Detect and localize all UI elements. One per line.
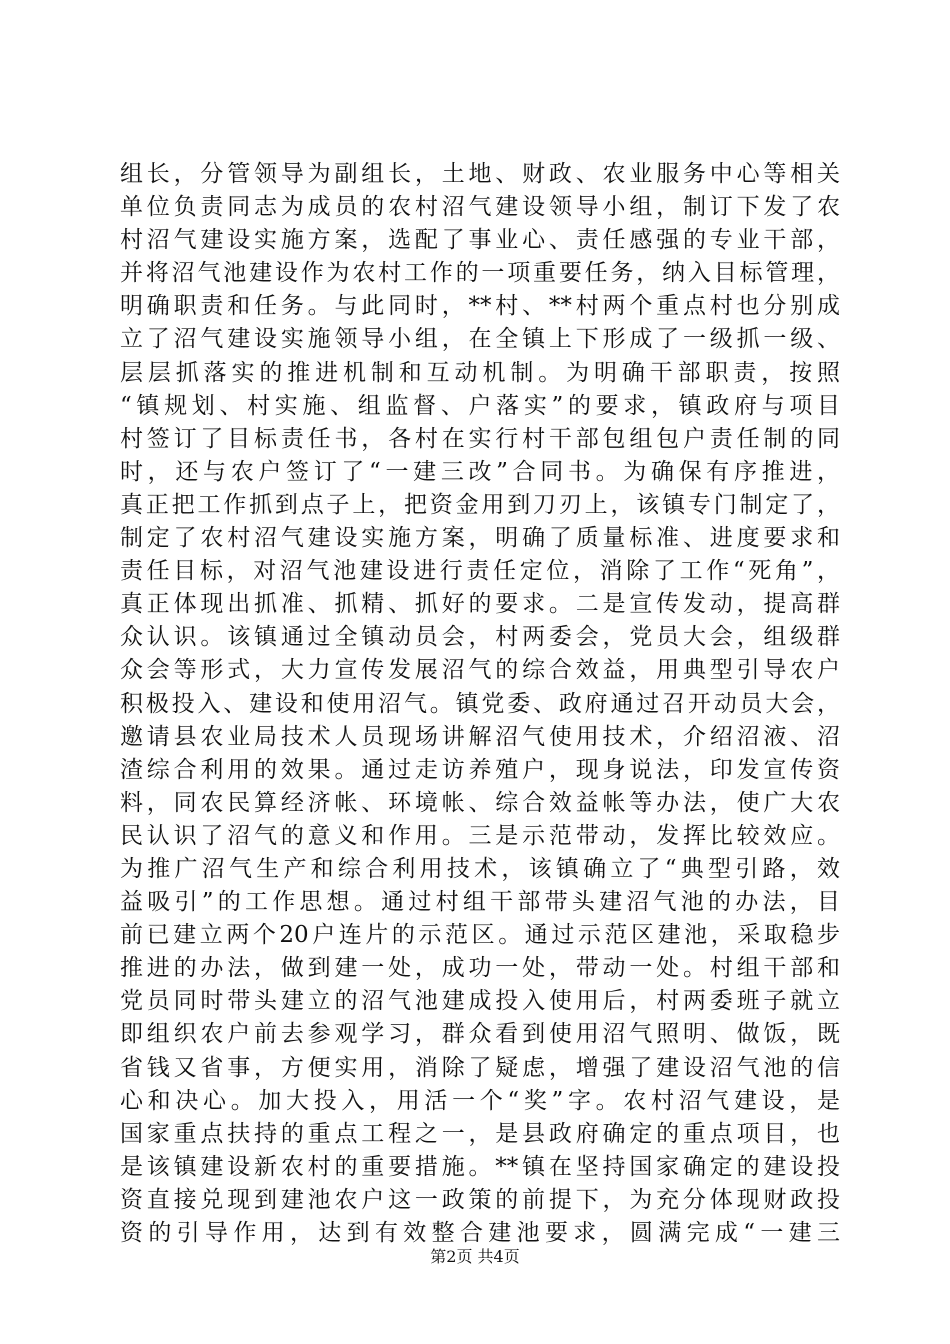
text-line: 组长，分管领导为副组长，土地、财政、农业服务中心等相关 [120,161,840,187]
body-text [120,158,840,1250]
text-line: 单位负责同志为成员的农村沼气建设领导小组，制订下发了农 [120,194,840,221]
text-line: 为推广沼气生产和综合利用技术，该镇确立了“典型引路，效 [120,855,840,882]
text-line: 邀请县农业局技术人员现场讲解沼气使用技术，介绍沼液、沼 [120,723,840,750]
text-line: 省钱又省事，方便实用，消除了疑虑，增强了建设沼气池的信 [120,1054,840,1081]
text-line: 村沼气建设实施方案，选配了事业心、责任感强的专业干部， [120,227,840,254]
text-line: 并将沼气池建设作为农村工作的一项重要任务，纳入目标管理， [120,260,840,287]
text-line: “镇规划、村实施、组监督、户落实”的要求，镇政府与项目 [120,392,840,419]
text-line: 立了沼气建设实施领导小组，在全镇上下形成了一级抓一级、 [120,326,840,353]
text-line: 明确职责和任务。与此同时，**村、**村两个重点村也分别成 [120,293,840,320]
text-line: 责任目标，对沼气池建设进行责任定位，消除了工作“死角”， [120,558,840,585]
text-line: 制定了农村沼气建设实施方案，明确了质量标准、进度要求和 [120,525,840,552]
text-line: 渣综合利用的效果。通过走访养殖户，现身说法，印发宣传资 [120,756,840,783]
text-line: 真正把工作抓到点子上，把资金用到刀刃上，该镇专门制定了， [120,491,840,518]
text-line: 推进的办法，做到建一处，成功一处，带动一处。村组干部和 [120,955,840,982]
text-line: 国家重点扶持的重点工程之一，是县政府确定的重点项目，也 [120,1120,840,1147]
text-line: 层层抓落实的推进机制和互动机制。为明确干部职责，按照 [120,359,840,386]
text-line: 即组织农户前去参观学习，群众看到使用沼气照明、做饭，既 [120,1021,840,1048]
text-line: 众认识。该镇通过全镇动员会，村两委会，党员大会，组级群 [120,624,840,651]
text-line: 心和决心。加大投入，用活一个“奖”字。农村沼气建设，是 [120,1087,840,1114]
text-line: 村签订了目标责任书，各村在实行村干部包组包户责任制的同 [120,425,840,452]
text-line: 真正体现出抓准、抓精、抓好的要求。二是宣传发动，提高群 [120,591,840,618]
text-line: 前已建立两个20户连片的示范区。通过示范区建池，采取稳步 [120,922,840,949]
text-line: 资直接兑现到建池农户这一政策的前提下，为充分体现财政投 [120,1186,840,1213]
text-line: 众会等形式，大力宣传发展沼气的综合效益，用典型引导农户 [120,657,840,684]
text-line: 料，同农民算经济帐、环境帐、综合效益帐等办法，使广大农 [120,789,840,816]
text-line: 积极投入、建设和使用沼气。镇党委、政府通过召开动员大会， [120,690,840,717]
text-line: 是该镇建设新农村的重要措施。**镇在坚持国家确定的建设投 [120,1153,840,1180]
text-line: 时，还与农户签订了“一建三改”合同书。为确保有序推进， [120,458,840,485]
text-line: 党员同时带头建立的沼气池建成投入使用后，村两委班子就立 [120,988,840,1015]
text-line: 民认识了沼气的意义和作用。三是示范带动，发挥比较效应。 [120,822,840,849]
page-footer: 第2页 共4页 [430,1247,520,1266]
text-line: 资的引导作用，达到有效整合建池要求，圆满完成“一建三 [120,1220,840,1246]
text-line: 益吸引”的工作思想。通过村组干部带头建沼气池的办法，目 [120,889,840,916]
